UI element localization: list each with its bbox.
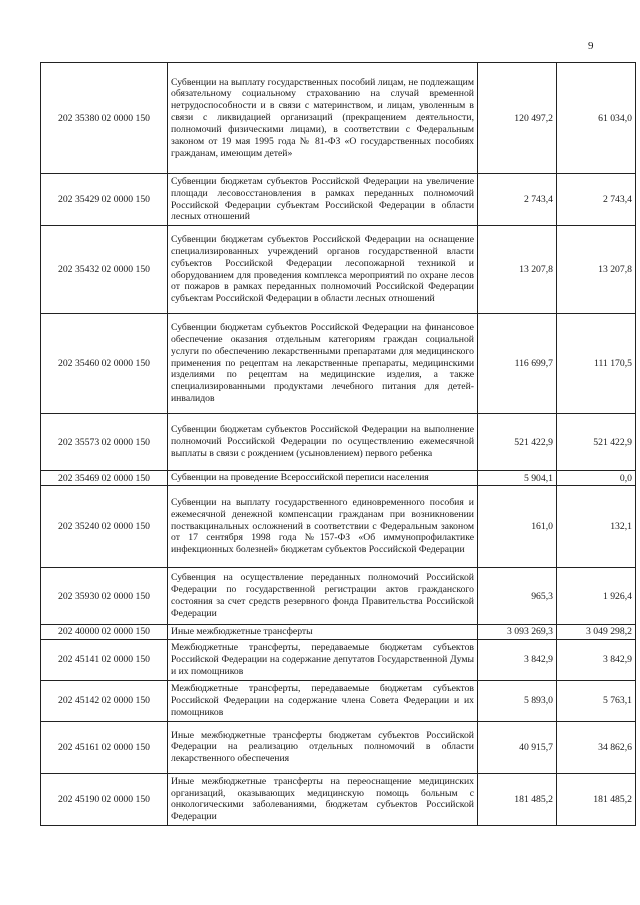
row-code: 202 35240 02 0000 150 [41,486,168,568]
row-value-1: 2 743,4 [478,174,557,226]
row-code: 202 35930 02 0000 150 [41,568,168,625]
row-code: 202 35573 02 0000 150 [41,414,168,471]
row-name: Субвенции на выплату государственных пособий лицам, не подлежащим обязательному социальному страхованию на случай временной нетрудоспособности и в связи с материнством, и лицам, уволенным в связи с ликвидацией организаций (прекращением деятельности, полномочий физическими лицами), в соответствии с Федеральным законом от 19 мая 1995 года № 81-ФЗ «О государственных пособиях гражданам, имеющим детей» [168,63,478,174]
page-number: 9 [588,40,594,52]
row-value-1: 5 904,1 [478,471,557,486]
row-code: 202 35380 02 0000 150 [41,63,168,174]
row-value-2: 2 743,4 [557,174,636,226]
row-value-1: 40 915,7 [478,721,557,773]
row-name: Иные межбюджетные трансферты на переоснащение медицинских организаций, оказывающих медицинскую помощь больным с онкологическими заболеваниями, бюджетам субъектов Российской Федерации [168,773,478,825]
table-row [41,773,636,825]
row-value-1: 120 497,2 [478,63,557,174]
row-name: Субвенция на осуществление переданных полномочий Российской Федерации по государственной регистрации актов гражданского состояния за счет средств резервного фонда Правительства Российской Федерации [168,568,478,625]
row-value-2: 61 034,0 [557,63,636,174]
table-row [41,314,636,414]
row-code: 202 45141 02 0000 150 [41,639,168,680]
row-code: 202 40000 02 0000 150 [41,625,168,640]
row-name: Субвенции бюджетам субъектов Российской Федерации на финансовое обеспечение оказания отдельным категориям граждан социальной услуги по обеспечению лекарственными препаратами для медицинского применения по рецептам на лекарственные препараты, медицинскими изделиями по рецептам на медицинские изделия, а также специализированными продуктами лечебного питания для детей-инвалидов [168,314,478,414]
row-name: Межбюджетные трансферты, передаваемые бюджетам субъектов Российской Федерации на содержание депутатов Государственной Думы и их помощников [168,639,478,680]
budget-table [40,62,636,826]
table-row [41,226,636,314]
row-name: Субвенции бюджетам субъектов Российской Федерации на выполнение полномочий Российской Федерации по осуществлению ежемесячной выплаты в связи с рождением (усыновлением) первого ребенка [168,414,478,471]
row-value-2: 13 207,8 [557,226,636,314]
row-value-2: 3 842,9 [557,639,636,680]
row-code: 202 35432 02 0000 150 [41,226,168,314]
row-value-1: 3 842,9 [478,639,557,680]
table-row [41,471,636,486]
row-name: Иные межбюджетные трансферты [168,625,478,640]
row-value-1: 3 093 269,3 [478,625,557,640]
row-code: 202 45142 02 0000 150 [41,680,168,721]
budget-table-body [41,63,636,826]
table-row [41,63,636,174]
table-row [41,721,636,773]
row-code: 202 45161 02 0000 150 [41,721,168,773]
row-value-2: 34 862,6 [557,721,636,773]
table-row [41,568,636,625]
row-value-2: 132,1 [557,486,636,568]
row-value-2: 181 485,2 [557,773,636,825]
table-row [41,639,636,680]
row-value-2: 3 049 298,2 [557,625,636,640]
table-row [41,414,636,471]
row-value-2: 1 926,4 [557,568,636,625]
table-row [41,486,636,568]
row-code: 202 35460 02 0000 150 [41,314,168,414]
row-code: 202 45190 02 0000 150 [41,773,168,825]
row-code: 202 35429 02 0000 150 [41,174,168,226]
table-row [41,625,636,640]
row-code: 202 35469 02 0000 150 [41,471,168,486]
row-name: Иные межбюджетные трансферты бюджетам субъектов Российской Федерации на реализацию отдельных полномочий в области лекарственного обеспечения [168,721,478,773]
row-value-1: 116 699,7 [478,314,557,414]
row-name: Межбюджетные трансферты, передаваемые бюджетам субъектов Российской Федерации на содержание члена Совета Федерации и их помощников [168,680,478,721]
row-name: Субвенции бюджетам субъектов Российской Федерации на увеличение площади лесовосстановления в рамках переданных полномочий Российской Федерации субъектам Российской Федерации в области лесных отношений [168,174,478,226]
row-name: Субвенции бюджетам субъектов Российской Федерации на оснащение специализированных учреждений органов государственной власти субъектов Российской Федерации лесопожарной техникой и оборудованием для проведения комплекса мероприятий по охране лесов от пожаров в рамках переданных полномочий Российской Федерации субъектам Российской Федерации в области лесных отношений [168,226,478,314]
row-value-2: 111 170,5 [557,314,636,414]
row-value-1: 521 422,9 [478,414,557,471]
row-value-1: 161,0 [478,486,557,568]
row-name: Субвенции на выплату государственного единовременного пособия и ежемесячной денежной компенсации гражданам при возникновении поствакцинальных осложнений в соответствии с Федеральным законом от 17 сентября 1998 года №157-ФЗ «Об иммунопрофилактике инфекционных болезней» бюджетам субъектов Российской Федерации [168,486,478,568]
row-name: Субвенции на проведение Всероссийской переписи населения [168,471,478,486]
row-value-1: 965,3 [478,568,557,625]
row-value-2: 5 763,1 [557,680,636,721]
row-value-1: 13 207,8 [478,226,557,314]
row-value-1: 5 893,0 [478,680,557,721]
row-value-2: 0,0 [557,471,636,486]
table-row [41,680,636,721]
row-value-2: 521 422,9 [557,414,636,471]
row-value-1: 181 485,2 [478,773,557,825]
table-row [41,174,636,226]
